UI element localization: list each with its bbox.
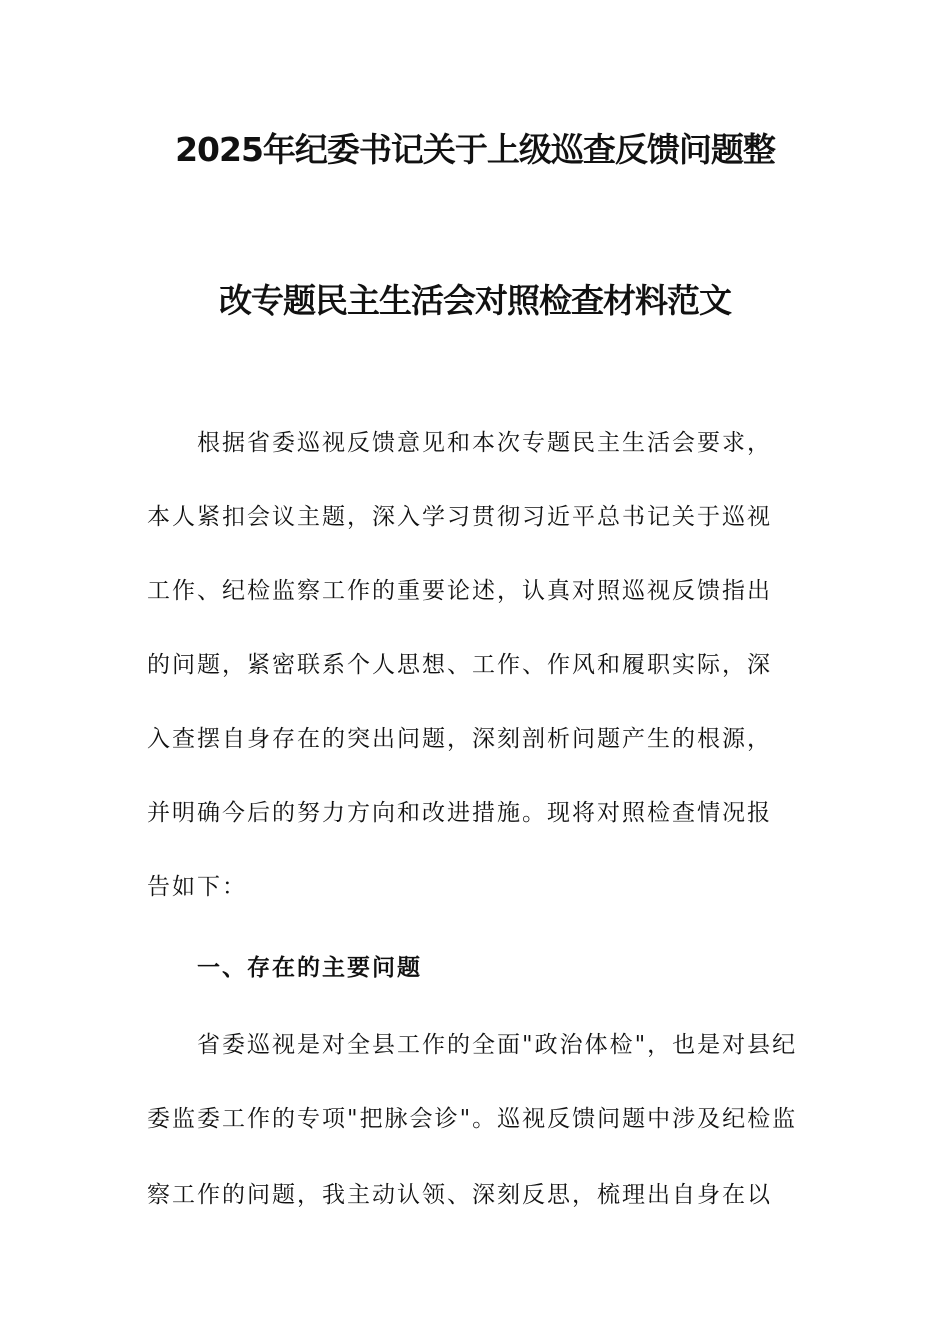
section-heading: 一、存在的主要问题 [197,954,422,981]
intro-line-3: 工作、纪检监察工作的重要论述，认真对照巡视反馈指出 [147,578,772,604]
intro-line-7: 告如下： [147,874,247,900]
section-line-3: 察工作的问题，我主动认领、深刻反思，梳理出自身在以 [147,1182,772,1208]
intro-line-1: 根据省委巡视反馈意见和本次专题民主生活会要求， [197,430,772,456]
section-line-2: 委监委工作的专项"把脉会诊"。巡视反馈问题中涉及纪检监 [147,1106,798,1132]
document-title-line-2: 改专题民主生活会对照检查材料范文 [219,281,731,320]
intro-line-6: 并明确今后的努力方向和改进措施。现将对照检查情况报 [147,800,772,826]
intro-line-5: 入查摆自身存在的突出问题，深刻剖析问题产生的根源， [147,726,772,752]
document-title-line-1: 2025年纪委书记关于上级巡查反馈问题整 [175,130,775,169]
intro-line-2: 本人紧扣会议主题，深入学习贯彻习近平总书记关于巡视 [147,504,772,530]
section-line-1: 省委巡视是对全县工作的全面"政治体检"，也是对县纪 [197,1032,798,1058]
intro-line-4: 的问题，紧密联系个人思想、工作、作风和履职实际，深 [147,652,772,678]
